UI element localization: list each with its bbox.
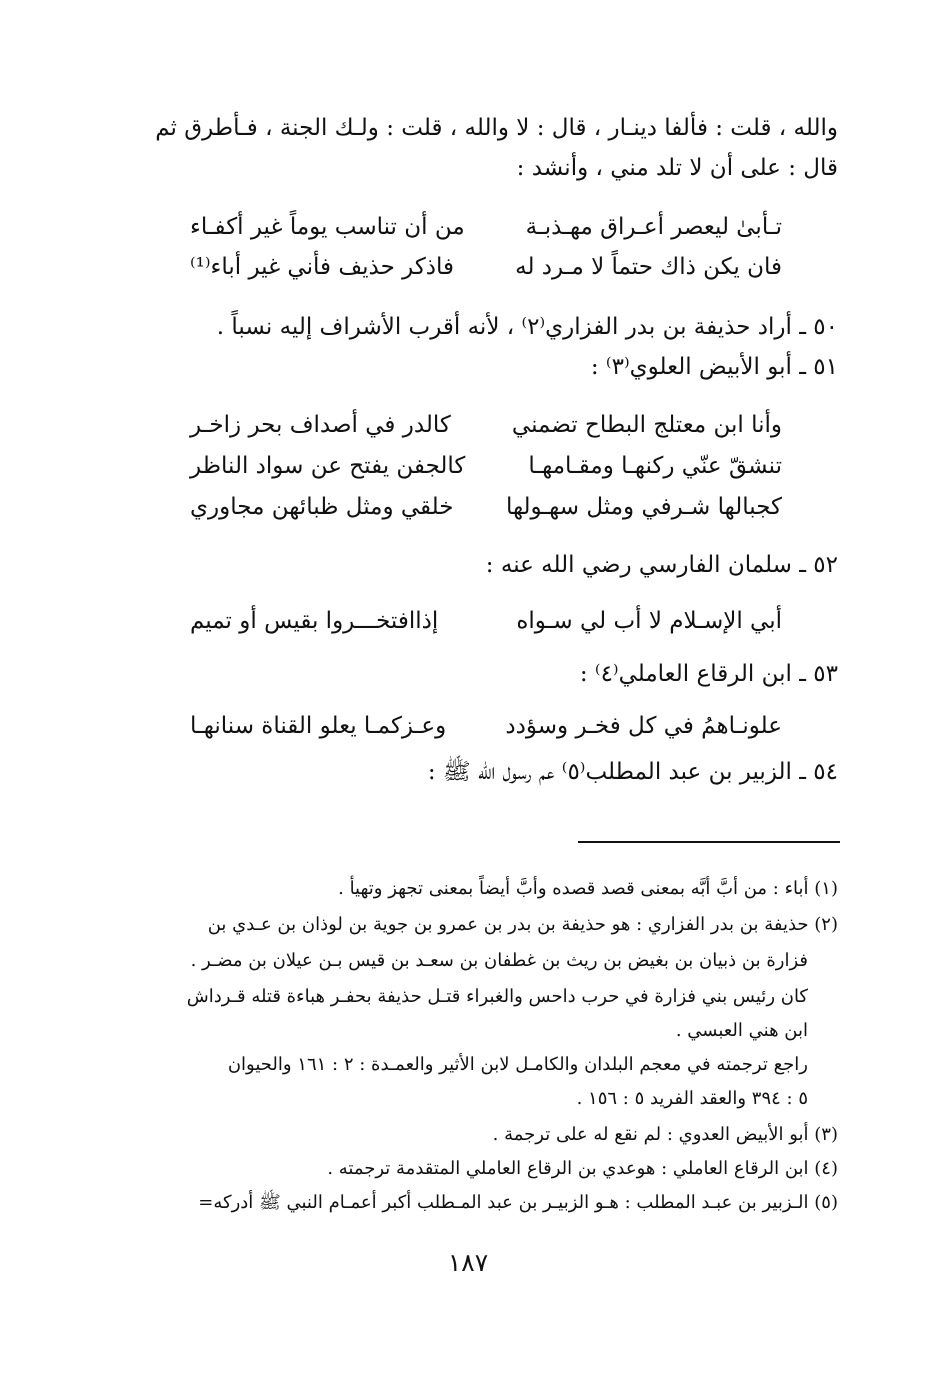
footnote-2-cont: فزارة بن ذبيان بن بغيض بن ريث بن غطفان بن سعـد بن قيس بـن عيلان بن مضـر . [190, 950, 808, 971]
verse-second-hemistich: إذاافتخـــروا بقيس أو تميم [190, 608, 439, 634]
entry-50-line: ٥٠ ـ أراد حذيفة بن بدر الفزاري⁽٢⁾ ، لأنه أقرب الأشراف إليه نسباً . [216, 314, 838, 340]
entry-53-heading: ٥٣ ـ ابن الرقاع العاملي⁽٤⁾ : [579, 661, 838, 687]
verse-second-hemistich: كالجفن يفتح عن سواد الناظر [190, 453, 466, 479]
verse-line [190, 206, 782, 248]
footnote-2-reference-cont: ٥ : ٣٩٤ والعقد الفريد ٥ : ١٥٦ . [576, 1088, 808, 1109]
footnote-2-cont: كان رئيس بني فزارة في حرب داحس والغبراء قتـل حذيفة بحفـر هباءة قتله قـرداش [186, 986, 808, 1007]
verse-line [190, 600, 782, 642]
verse-line [190, 705, 782, 747]
footnote-3: (٣) أبو الأبيض العدوي : لم نقع له على ترجمة . [492, 1124, 838, 1145]
entry-51-heading: ٥١ ـ أبو الأبيض العلوي⁽٣⁾ : [590, 354, 838, 380]
verse-line [190, 445, 782, 487]
footnote-4: (٤) ابن الرقاع العاملي : هوعدي بن الرقاع العاملي المتقدمة ترجمته . [327, 1158, 838, 1179]
verse-second-hemistich: فاذكر حذيف فأني غير أباء⁽¹⁾ [190, 254, 455, 280]
page-number: ١٨٧ [447, 1248, 489, 1277]
footnote-2: (٢) حذيفة بن بدر الفزاري : هو حذيفة بن بدر بن عمرو بن جوية بن لوذان بن عـدي بن [207, 914, 838, 935]
verse-first-hemistich: فان يكن ذاك حتماً لا مـرد له [515, 254, 782, 280]
verse-second-hemistich: كالدر في أصداف بحر زاخـر [190, 412, 451, 438]
intro-line-1: والله ، قلت : فألفا دينـار ، قال : لا والله ، قلت : ولـك الجنة ، فـأطرق ثم [155, 115, 838, 141]
verse-first-hemistich: أبي الإسـلام لا أب لي سـواه [516, 608, 782, 634]
verse-second-hemistich: خلقي ومثل ظبائهن مجاوري [190, 494, 454, 520]
verse-line [190, 404, 782, 446]
entry-54-heading: ٥٤ ـ الزبير بن عبد المطلب⁽٥⁾ عم رسول الله ﷺ : [427, 759, 838, 785]
entry-52-heading: ٥٢ ـ سلمان الفارسي رضي الله عنه : [485, 552, 838, 578]
verse-first-hemistich: علونـاهمُ في كل فخـر وسؤدد [505, 713, 782, 739]
verse-second-hemistich: من أن تناسب يوماً غير أكفـاء [190, 214, 465, 240]
verse-second-hemistich: وعـزكمـا يعلو القناة سنانهـا [190, 713, 447, 739]
verse-line [190, 486, 782, 528]
verse-first-hemistich: وأنا ابن معتلج البطاح تضمني [511, 412, 782, 438]
verse-line [190, 246, 782, 288]
footnote-1: (١) أباء : من أبَّ أبَّه بمعنى قصد قصده وأبَّ أيضاً بمعنى تجهز وتهيأ . [338, 878, 838, 899]
intro-line-2: قال : على أن لا تلد مني ، وأنشد : [516, 155, 838, 181]
footnote-2-reference: راجع ترجمته في معجم البلدان والكامـل لابن الأثير والعمـدة : ٢ : ١٦١ والحيوان [227, 1054, 808, 1075]
footnote-5: (٥) الـزبير بن عبـد المطلب : هـو الزبيـر بن عبد المـطلب أكبر أعمـام النبي ﷺ أدركه= [198, 1192, 838, 1213]
verse-first-hemistich: تنشقّ عنّي ركنهـا ومقـامهـا [528, 453, 782, 479]
footnote-separator [578, 841, 840, 843]
footnote-2-cont: ابن هني العبسي . [675, 1020, 808, 1041]
verse-first-hemistich: تـأبىٰ ليعصر أعـراق مهـذبـة [525, 214, 782, 240]
verse-first-hemistich: كجبالها شـرفي ومثل سهـولها [505, 494, 782, 520]
